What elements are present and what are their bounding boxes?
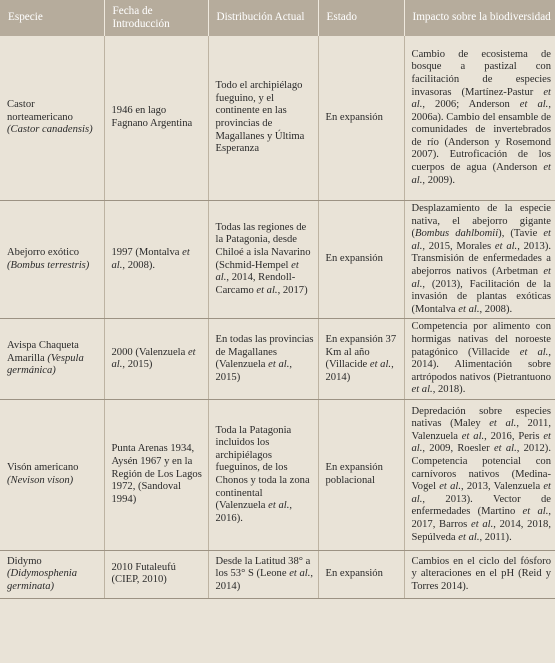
citation-et-al: et al.: [493, 443, 517, 455]
species-scientific-name: (Bombus terrestris): [7, 259, 90, 271]
status-cell: En expansión poblacional: [318, 399, 404, 550]
citation-et-al: et al.: [458, 303, 480, 315]
citation-et-al: et al.: [411, 430, 551, 455]
status-cell: En expansión: [318, 550, 404, 598]
citation-et-al: et al.: [489, 418, 517, 430]
species-common-name: Abejorro exótico: [7, 247, 80, 259]
species-cell: [0, 319, 104, 400]
species-cell: [0, 201, 104, 319]
citation-et-al: et al.: [519, 99, 549, 111]
citation-et-al: et al.: [411, 228, 551, 252]
introduction-cell: Punta Arenas 1934, Aysén 1967 y en la Región de Los Lagos 1972, (Sandoval 1994): [104, 399, 208, 550]
citation-et-al: et al.: [411, 86, 551, 111]
status-cell: En expansión: [318, 36, 404, 201]
impact-cell: Desplazamiento de la especie nativa, el abejorro gigante (Bombus dahlbomii), (Tavie et al., 2015, Morales et al., 2013). Transmisión de enfermedades a abejorros nativos (Arbetman et al., (2013), Facilitación de la invasión de plantas exóticas (Montalva et al., 2008).: [404, 201, 555, 319]
species-common-name: Avispa Chaqueta Amarilla: [7, 340, 79, 364]
citation-et-al: et al.: [461, 430, 485, 442]
impact-cell: Cambio de ecosistema de bosque a pastizal con facilitación de especies invasoras (Martínez-Pastur et al., 2006; Anderson et al., 2006a). Cambio del ensamble de comunidades de invertebrados de río (Anderson y Rosemond 2007). Eutroficación de los cuerpos de agua (Anderson et al., 2009).: [404, 36, 555, 201]
table-row: [0, 550, 555, 598]
header-introduction-date: Fecha de Introducción: [104, 0, 208, 36]
impact-cell: Cambios en el ciclo del fósforo y alteraciones en el pH (Reid y Torres 2014).: [404, 550, 555, 598]
species-scientific-name: (Vespula germánica): [7, 352, 84, 377]
distribution-cell: En todas las provincias de Magallanes (Valenzuela et al., 2015): [208, 319, 318, 400]
table-body: [0, 36, 555, 598]
table-row: [0, 399, 555, 550]
header-row: [0, 0, 555, 36]
citation-et-al: et al.: [522, 506, 549, 518]
citation-et-al: et al.: [411, 265, 551, 290]
introduction-cell: 1997 (Montalva et al., 2008).: [104, 201, 208, 319]
table-header: [0, 0, 555, 36]
header-species: Especie: [0, 0, 104, 36]
citation-et-al: et al.: [215, 259, 299, 284]
citation-et-al: et al.: [289, 568, 311, 580]
header-impact: Impacto sobre la biodiversidad: [404, 0, 555, 36]
distribution-cell: Todas las regiones de la Patagonia, desde Chiloé a isla Navarino (Schmid-Hempel et al., 2014, Rendoll-Carcamo et al., 2017): [208, 201, 318, 319]
species-common-name: Castor norteamericano: [7, 99, 73, 123]
citation-et-al: et al.: [411, 162, 551, 186]
species-cell: [0, 399, 104, 550]
citation-et-al: et al.: [268, 500, 290, 512]
distribution-cell: Desde la Latitud 38° a los 53° S (Leone et al., 2014): [208, 550, 318, 598]
status-cell: En expansión: [318, 201, 404, 319]
header-distribution: Distribución Actual: [208, 0, 318, 36]
species-cell: [0, 550, 104, 598]
inline-scientific-name: Bombus dahlbomii: [415, 228, 499, 240]
citation-et-al: et al.: [519, 346, 549, 358]
species-common-name: Visón americano: [7, 462, 79, 474]
impact-cell: Depredación sobre especies nativas (Maley et al., 2011, Valenzuela et al., 2016, Peris et al., 2009, Roesler et al., 2012). Competencia potencial con carnívoros nativos (Medina-Vogel et al., 2013, Valenzuela et al., 2013). Vector de enfermedades (Martino et al., 2017, Barros et al., 2014, 2018, Sepúlveda et al., 2011).: [404, 399, 555, 550]
status-cell: En expansión 37 Km al año (Villacide et al., 2014): [318, 319, 404, 400]
species-common-name: Didymo: [7, 555, 42, 567]
introduction-cell: 2010 Futaleufú (CIEP, 2010): [104, 550, 208, 598]
citation-et-al: et al.: [494, 240, 518, 252]
table-row: [0, 319, 555, 400]
species-scientific-name: (Nevison vison): [7, 474, 74, 486]
table-row: [0, 201, 555, 319]
citation-et-al: et al.: [458, 531, 480, 543]
citation-et-al: et al.: [411, 481, 552, 505]
species-scientific-name: (Castor canadensis): [7, 124, 93, 136]
citation-et-al: et al.: [256, 284, 278, 296]
table-row: [0, 36, 555, 201]
citation-et-al: et al.: [268, 359, 290, 371]
distribution-cell: Todo el archipiélago fueguino, y el continente en las provincias de Magallanes y Última Esperanza: [208, 36, 318, 201]
header-status: Estado: [318, 0, 404, 36]
citation-et-al: et al.: [471, 518, 494, 530]
citation-et-al: et al.: [411, 384, 433, 396]
species-scientific-name: (Didymosphenia germinata): [7, 568, 78, 592]
citation-et-al: et al.: [369, 359, 392, 371]
introduction-cell: 1946 en lago Fagnano Argentina: [104, 36, 208, 201]
distribution-cell: Toda la Patagonia incluidos los archipiélagos fueguinos, de los Chonos y toda la zona continental (Valenzuela et al., 2016).: [208, 399, 318, 550]
impact-cell: Competencia por alimento con hormigas nativas del noroeste patagónico (Villacide et al., 2014). Alimentación sobre artrópodos nativos (Pietrantuono et al., 2018).: [404, 319, 555, 400]
citation-et-al: et al.: [111, 346, 196, 371]
species-cell: [0, 36, 104, 201]
introduction-cell: 2000 (Valenzuela et al., 2015): [104, 319, 208, 400]
citation-et-al: et al.: [439, 481, 461, 493]
citation-et-al: et al.: [111, 247, 190, 271]
